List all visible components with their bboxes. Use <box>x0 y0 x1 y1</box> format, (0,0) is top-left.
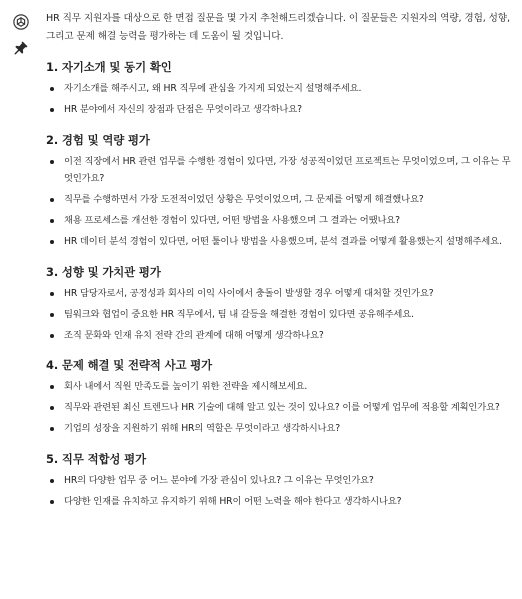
question-list <box>46 80 514 119</box>
bullet-icon <box>50 160 54 164</box>
question-text: HR 담당자로서, 공정성과 회사의 이익 사이에서 충돌이 발생할 경우 어떻게 대처할 것인가요? <box>64 287 434 299</box>
question-text: 회사 내에서 직원 만족도를 높이기 위한 전략을 제시해보세요. <box>64 381 308 392</box>
question-item <box>46 285 514 303</box>
bullet-icon <box>50 292 54 296</box>
bullet-icon <box>50 500 54 504</box>
assistant-message <box>46 10 514 514</box>
question-item <box>46 306 514 324</box>
bullet-icon <box>50 313 54 317</box>
question-item <box>46 399 514 417</box>
question-list <box>46 472 514 511</box>
question-text: 이전 직장에서 HR 관련 업무를 수행한 경험이 있다면, 가장 성공적이었던 프로젝트는 무엇이었으며, 그 이유는 무엇인가요? <box>64 155 511 184</box>
question-text: 채용 프로세스를 개선한 경험이 있다면, 어떤 방법을 사용했으며 그 결과는 어땠나요? <box>64 215 400 226</box>
section-3 <box>46 263 514 345</box>
assistant-logo-icon <box>12 13 30 31</box>
message-gutter <box>0 0 40 599</box>
question-text: 직무를 수행하면서 가장 도전적이었던 상황은 무엇이었으며, 그 문제를 어떻게 해결했나요? <box>64 194 424 205</box>
bullet-icon <box>50 427 54 431</box>
bullet-icon <box>50 219 54 223</box>
section-4 <box>46 356 514 438</box>
pin-icon[interactable] <box>13 40 29 56</box>
question-item <box>46 80 514 98</box>
question-text: 다양한 인재를 유치하고 유지하기 위해 HR이 어떤 노력을 해야 한다고 생각하시나요? <box>64 495 402 507</box>
question-list <box>46 378 514 438</box>
question-text: HR 분야에서 자신의 장점과 단점은 무엇이라고 생각하나요? <box>64 104 302 115</box>
question-text: HR의 다양한 업무 중 어느 분야에 가장 관심이 있나요? 그 이유는 무엇인가요? <box>64 474 374 486</box>
question-item <box>46 212 514 230</box>
question-item <box>46 493 514 511</box>
question-item <box>46 378 514 396</box>
section-2 <box>46 131 514 251</box>
section-1 <box>46 58 514 119</box>
question-text: 기업의 성장을 지원하기 위해 HR의 역할은 무엇이라고 생각하시나요? <box>64 423 341 434</box>
question-item <box>46 233 514 251</box>
bullet-icon <box>50 406 54 410</box>
section-heading: 1. 자기소개 및 동기 확인 <box>46 60 172 74</box>
question-list <box>46 153 514 251</box>
section-heading: 3. 성향 및 가치관 평가 <box>46 264 161 279</box>
question-text: 자기소개를 해주시고, 왜 HR 직무에 관심을 가지게 되었는지 설명해주세요. <box>64 83 362 94</box>
question-item <box>46 153 514 188</box>
question-list <box>46 285 514 345</box>
section-heading: 2. 경험 및 역량 평가 <box>46 132 150 147</box>
section-5 <box>46 450 514 511</box>
section-list <box>46 58 514 510</box>
question-text: 조직 문화와 인재 유치 전략 간의 관계에 대해 어떻게 생각하나요? <box>64 329 324 341</box>
question-item <box>46 420 514 438</box>
bullet-icon <box>50 334 54 338</box>
question-text: HR 데이터 분석 경험이 있다면, 어떤 툴이나 방법을 사용했으며, 분석 결과를 어떻게 활용했는지 설명해주세요. <box>64 236 502 247</box>
question-text: 직무와 관련된 최신 트렌드나 HR 기술에 대해 알고 있는 것이 있나요? 이를 어떻게 업무에 적용할 계획인가요? <box>64 402 500 413</box>
bullet-icon <box>50 385 54 389</box>
question-text: 팀워크와 협업이 중요한 HR 직무에서, 팀 내 갈등을 해결한 경험이 있다면 공유해주세요. <box>64 308 414 320</box>
question-item <box>46 191 514 209</box>
question-item <box>46 472 514 490</box>
bullet-icon <box>50 87 54 91</box>
question-item <box>46 101 514 119</box>
bullet-icon <box>50 108 54 112</box>
question-item <box>46 327 514 345</box>
section-heading: 5. 직무 적합성 평가 <box>46 451 146 466</box>
bullet-icon <box>50 240 54 244</box>
intro-paragraph: HR 직무 지원자를 대상으로 한 면접 질문을 몇 가지 추천해드리겠습니다. 이 질문들은 지원자의 역량, 경험, 성향, 그리고 문제 해결 능력을 평가하는 데 도움이 될 것입니다. <box>46 13 510 42</box>
section-heading: 4. 문제 해결 및 전략적 사고 평가 <box>46 358 213 372</box>
bullet-icon <box>50 198 54 202</box>
bullet-icon <box>50 479 54 483</box>
